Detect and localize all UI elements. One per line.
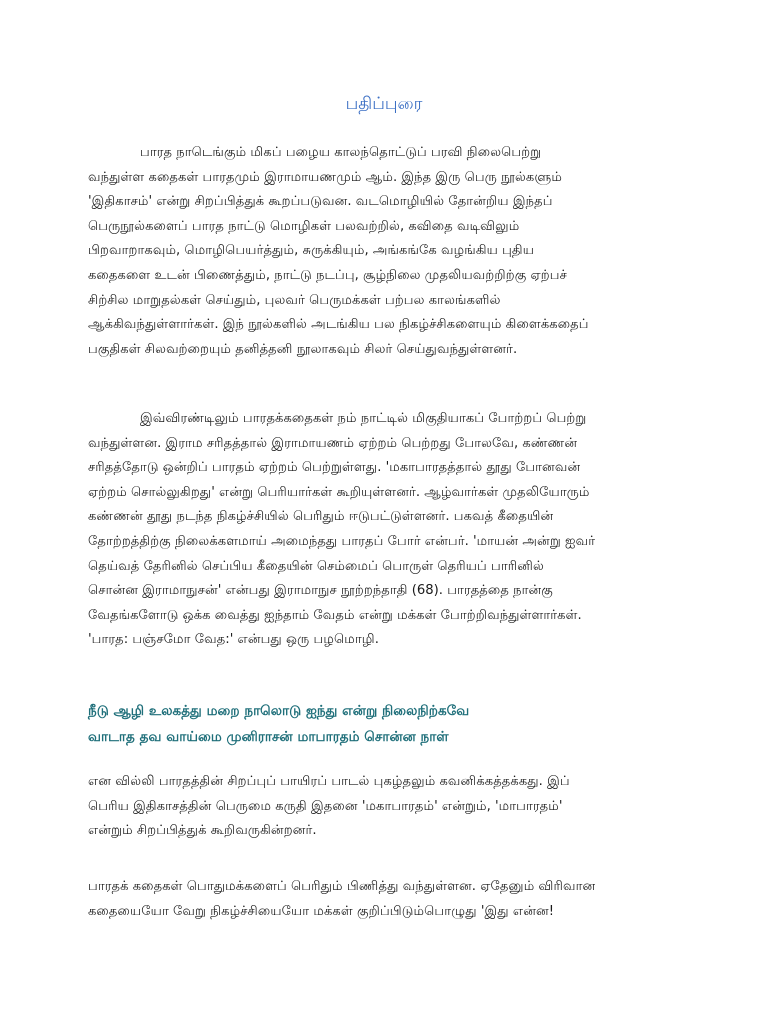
text-line: ஏற்றம் சொல்லுகிறது' என்று பெரியார்கள் கூறியுள்ளனர். ஆழ்வார்கள் முதலியோரும் (88, 484, 590, 500)
paragraph-3 (88, 770, 688, 844)
verse-line: வாடாத தவ வாய்மை முனிராசன் மாபாரதம் சொன்ன நாள் (88, 729, 449, 745)
text-line: வந்துள்ள கதைகள் பாரதமும் இராமாயணமும் ஆம். இந்த இரு பெரு நூல்களும் (88, 169, 562, 185)
text-line: பெரிய இதிகாசத்தின் பெருமை கருதி இதனை 'மகாபாரதம்' என்றும், 'மாபாரதம்' (88, 798, 563, 814)
text-line: பாரதக் கதைகள் பொதுமக்களைப் பெரிதும் பிணித்து வந்துள்ளன. ஏதேனும் விரிவான (88, 879, 596, 894)
text-line: கதைகளை உடன் பிணைத்தும், நாட்டு நடப்பு, சூழ்நிலை முதலியவற்றிற்கு ஏற்பச் (88, 267, 567, 283)
page-title: பதிப்புரை (345, 94, 423, 114)
verse-line: நீடு ஆழி உலகத்து மறை நாலொடு ஐந்து என்று நிலைநிற்கவே (88, 703, 470, 719)
text-line: கதையையோ வேறு நிகழ்ச்சியையோ மக்கள் குறிப்பிடும்பொழுது 'இது என்ன! (88, 903, 555, 919)
text-line: பெருநூல்களைப் பாரத நாட்டு மொழிகள் பலவற்றில், கவிதை வடிவிலும் (88, 218, 520, 234)
text-line: 'பாரத: பஞ்சமோ வேத:' என்பது ஒரு பழமொழி. (88, 632, 379, 648)
text-line: பகுதிகள் சிலவற்றையும் தனித்தனி நூலாகவும் சிலர் செய்துவந்துள்ளனர். (88, 341, 518, 357)
text-line: 'இதிகாசம்' என்று சிறப்பித்துக் கூறப்படுவன. வடமொழியில் தோன்றிய இந்தப் (88, 194, 553, 210)
text-line: கண்ணன் தூது நடந்த நிகழ்ச்சியில் பெரிதும் ஈடுபட்டுள்ளனர். பகவத் கீதையின் (88, 509, 554, 525)
text-line: வேதங்களோடு ஒக்க வைத்து ஐந்தாம் வேதம் என்று மக்கள் போற்றிவந்துள்ளார்கள். (88, 607, 582, 623)
paragraph-4 (88, 875, 688, 924)
text-line: வந்துள்ளன. இராம சரிதத்தால் இராமாயணம் ஏற்றம் பெற்றது போலவே, கண்ணன் (88, 435, 578, 451)
text-line: தெய்வத் தேரினில் செப்பிய கீதையின் செம்மைப் பொருள் தெரியப் பாரினில் (88, 558, 544, 574)
text-line: என்றும் சிறப்பித்துக் கூறிவருகின்றனர். (88, 823, 317, 839)
text-line: பிறவாறாகவும், மொழிபெயர்த்தும், சுருக்கியும், அங்கங்கே வழங்கிய புதிய (88, 243, 535, 259)
text-line: ஆக்கிவந்துள்ளார்கள். இந் நூல்களில் அடங்கிய பல நிகழ்ச்சிகளையும் கிளைக்கதைப் (88, 317, 589, 333)
text-line: சிற்சில மாறுதல்கள் செய்தும், புலவர் பெருமக்கள் பற்பல காலங்களில் (88, 292, 501, 308)
verse-quote (88, 698, 688, 750)
text-line: சரிதத்தோடு ஒன்றிப் பாரதம் ஏற்றம் பெற்றுள்ளது. 'மகாபாரதத்தால் தூது போனவன் (88, 460, 581, 476)
text-line: பாரத நாடெங்கும் மிகப் பழைய காலந்தொட்டுப் பரவி நிலைபெற்று (140, 145, 542, 160)
text-line: சொன்ன இராமாநுசன்' என்பது இராமாநுச நூற்றந்தாதி (68). பாரதத்தை நான்கு (88, 583, 553, 599)
text-line: என வில்லி பாரதத்தின் சிறப்புப் பாயிரப் பாடல் புகழ்தலும் கவனிக்கத்தக்கது. இப் (88, 774, 570, 789)
text-line: தோற்றத்திற்கு நிலைக்களமாய் அமைந்தது பாரதப் போர் என்பர். 'மாயன் அன்று ஐவர் (88, 533, 596, 549)
text-line: இவ்விரண்டிலும் பாரதக்கதைகள் நம் நாட்டில் மிகுதியாகப் போற்றப் பெற்று (140, 411, 587, 426)
paragraph-1 (88, 141, 688, 362)
paragraph-2 (88, 407, 688, 653)
